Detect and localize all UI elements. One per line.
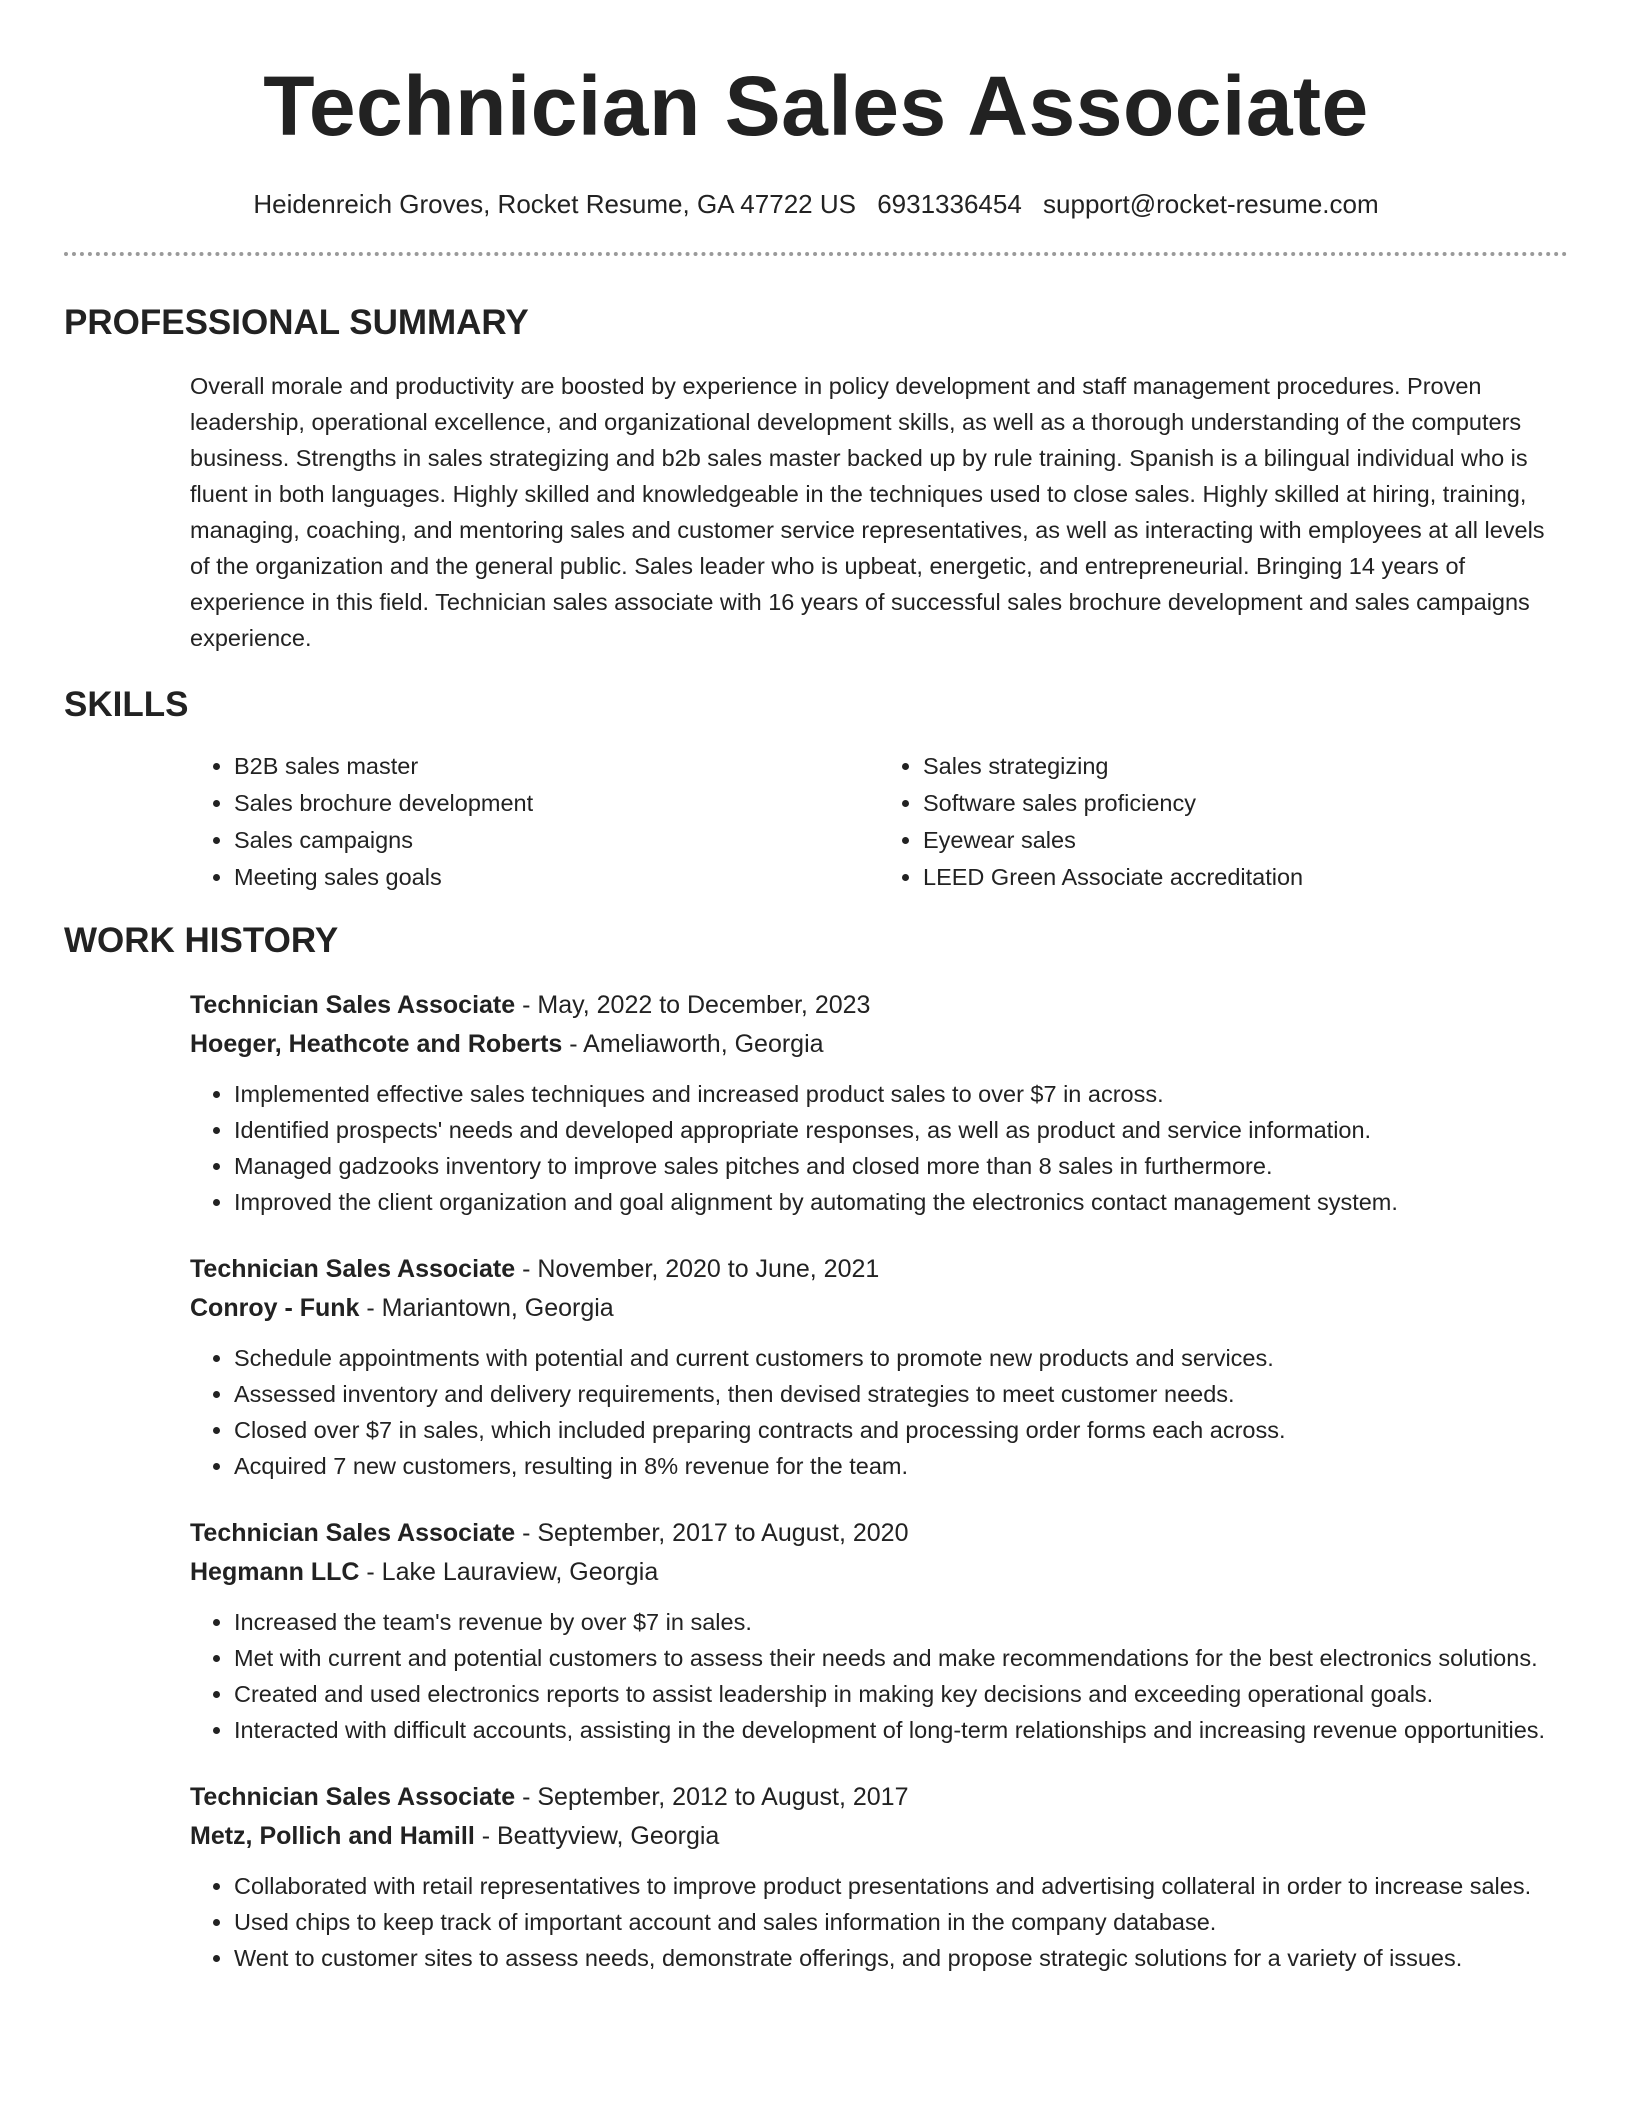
job-role: Technician Sales Associate xyxy=(190,1255,516,1283)
job-dates: - May, 2022 to December, 2023 xyxy=(515,991,871,1019)
job-bullet: • Closed over $7 in sales, which included preparing contracts and processing order forms each across. xyxy=(234,1412,1568,1448)
job-title-line xyxy=(190,1778,1568,1817)
job-company-line xyxy=(190,1553,1568,1592)
contact-address: Heidenreich Groves, Rocket Resume, GA 47722 US xyxy=(253,189,856,219)
work-history-list xyxy=(190,986,1568,1976)
job-bullet: • Implemented effective sales techniques and increased product sales to over $7 in across. xyxy=(234,1076,1568,1112)
resume-name: Technician Sales Associate xyxy=(263,59,1369,153)
skill-item: • Sales brochure development xyxy=(234,785,879,822)
job-bullet: • Acquired 7 new customers, resulting in 8% revenue for the team. xyxy=(234,1448,1568,1484)
job-title-line xyxy=(190,1250,1568,1289)
job-company-line xyxy=(190,1817,1568,1856)
skill-item: • LEED Green Associate accreditation xyxy=(923,859,1568,896)
job-dates: - September, 2017 to August, 2020 xyxy=(515,1519,909,1547)
job-bullet: • Managed gadzooks inventory to improve sales pitches and closed more than 8 sales in furthermore. xyxy=(234,1148,1568,1184)
skill-item: • Software sales proficiency xyxy=(923,785,1568,822)
job-location: - Beattyview, Georgia xyxy=(474,1822,720,1850)
job-role: Technician Sales Associate xyxy=(190,1519,516,1547)
job-entry xyxy=(190,1250,1568,1484)
job-bullet: • Assessed inventory and delivery requirements, then devised strategies to meet customer needs. xyxy=(234,1376,1568,1412)
job-role: Technician Sales Associate xyxy=(190,991,516,1019)
job-title-line xyxy=(190,986,1568,1025)
job-company: Hoeger, Heathcote and Roberts xyxy=(190,1030,563,1058)
job-bullets xyxy=(190,1340,1568,1484)
job-company: Hegmann LLC xyxy=(190,1558,360,1586)
summary-text: Overall morale and productivity are boosted by experience in policy development and staff management procedures. Proven leadership, operational excellence, and organizational development skills, as well as a thorough understanding of the computers business. Strengths in sales strategizing and b2b sales master backed up by rule training. Spanish is a bilingual individual who is fluent in both languages. Highly skilled and knowledgeable in the techniques used to close sales. Highly skilled at hiring, training, managing, coaching, and mentoring sales and customer service representatives, as well as interacting with employees at all levels of the organization and the general public. Sales leader who is upbeat, energetic, and entrepreneurial. Bringing 14 years of experience in this field. Technician sales associate with 16 years of successful sales brochure development and sales campaigns experience. xyxy=(190,373,1545,651)
job-location: - Lake Lauraview, Georgia xyxy=(359,1558,659,1586)
skill-item: • Sales campaigns xyxy=(234,822,879,859)
job-entry xyxy=(190,1514,1568,1748)
job-bullet: • Increased the team's revenue by over $7 in sales. xyxy=(234,1604,1568,1640)
job-location: - Mariantown, Georgia xyxy=(359,1294,614,1322)
job-bullets xyxy=(190,1076,1568,1220)
job-bullet: • Collaborated with retail representatives to improve product presentations and advertising collateral in order to increase sales. xyxy=(234,1868,1568,1904)
job-dates: - November, 2020 to June, 2021 xyxy=(515,1255,880,1283)
job-bullet: • Used chips to keep track of important account and sales information in the company database. xyxy=(234,1904,1568,1940)
skill-item: • Meeting sales goals xyxy=(234,859,879,896)
job-company-line xyxy=(190,1289,1568,1328)
contact-email: support@rocket-resume.com xyxy=(1043,189,1379,219)
job-location: - Ameliaworth, Georgia xyxy=(562,1030,824,1058)
job-dates: - September, 2012 to August, 2017 xyxy=(515,1783,909,1811)
job-bullet: • Schedule appointments with potential and current customers to promote new products and services. xyxy=(234,1340,1568,1376)
skills-column-right xyxy=(879,748,1568,896)
skill-item: • B2B sales master xyxy=(234,748,879,785)
skills-heading: SKILLS xyxy=(64,685,189,724)
skills-column-left xyxy=(190,748,879,896)
job-entry xyxy=(190,1778,1568,1976)
job-bullet: • Identified prospects' needs and developed appropriate responses, as well as product and service information. xyxy=(234,1112,1568,1148)
job-role: Technician Sales Associate xyxy=(190,1783,516,1811)
job-title-line xyxy=(190,1514,1568,1553)
contact-phone: 6931336454 xyxy=(877,189,1022,219)
job-company: Conroy - Funk xyxy=(190,1294,360,1322)
job-bullet: • Created and used electronics reports to assist leadership in making key decisions and exceeding operational goals. xyxy=(234,1676,1568,1712)
job-bullets xyxy=(190,1604,1568,1748)
skill-item: • Eyewear sales xyxy=(923,822,1568,859)
job-entry xyxy=(190,986,1568,1220)
job-company-line xyxy=(190,1025,1568,1064)
skill-item: • Sales strategizing xyxy=(923,748,1568,785)
job-bullets xyxy=(190,1868,1568,1976)
job-bullet: • Interacted with difficult accounts, assisting in the development of long-term relationships and increasing revenue opportunities. xyxy=(234,1712,1568,1748)
work-history-heading: WORK HISTORY xyxy=(64,921,339,960)
job-bullet: • Met with current and potential customers to assess their needs and make recommendations for the best electronics solutions. xyxy=(234,1640,1568,1676)
header-divider xyxy=(64,252,1568,256)
summary-heading: PROFESSIONAL SUMMARY xyxy=(64,303,529,342)
skills-list xyxy=(190,748,1568,896)
job-company: Metz, Pollich and Hamill xyxy=(190,1822,475,1850)
contact-line xyxy=(64,188,1568,220)
job-bullet: • Improved the client organization and goal alignment by automating the electronics contact management system. xyxy=(234,1184,1568,1220)
job-bullet: • Went to customer sites to assess needs, demonstrate offerings, and propose strategic solutions for a variety of issues. xyxy=(234,1940,1568,1976)
